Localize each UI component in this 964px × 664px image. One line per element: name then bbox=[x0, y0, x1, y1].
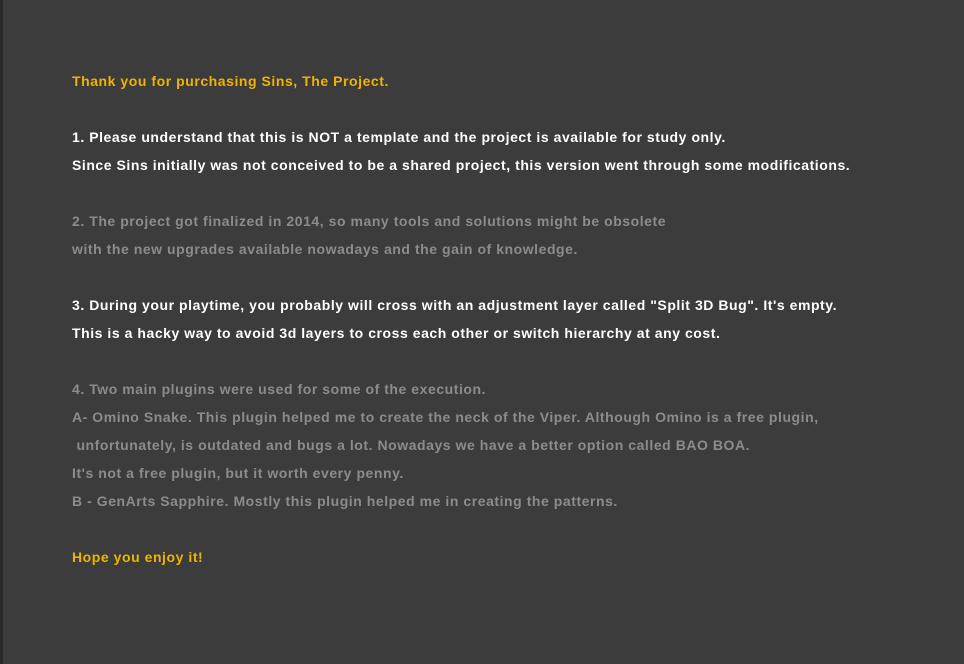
item-3-line-2: This is a hacky way to avoid 3d layers to cross each other or switch hierarchy at any cost. bbox=[72, 325, 721, 341]
item-2-text bbox=[72, 207, 952, 263]
item-1-line-1: 1. Please understand that this is NOT a template and the project is available for study only. bbox=[72, 129, 726, 145]
item-2-line-1: 2. The project got finalized in 2014, so many tools and solutions might be obsolete bbox=[72, 213, 667, 229]
item-1-line-2: Since Sins initially was not conceived to be a shared project, this version went through some modifications. bbox=[72, 157, 851, 173]
closing-text bbox=[72, 543, 952, 571]
readme-text bbox=[72, 67, 952, 599]
item-4-line-4: It's not a free plugin, but it worth every penny. bbox=[72, 465, 404, 481]
item-2-line-2: with the new upgrades available nowadays and the gain of knowledge. bbox=[72, 241, 578, 257]
item-4-line-2: A- Omino Snake. This plugin helped me to create the neck of the Viper. Although Omino is a free plugin, bbox=[72, 409, 819, 425]
greeting-text bbox=[72, 67, 952, 95]
readme-panel bbox=[3, 0, 964, 664]
greeting-line: Thank you for purchasing Sins, The Project. bbox=[72, 73, 389, 89]
item-4-line-1: 4. Two main plugins were used for some of the execution. bbox=[72, 381, 487, 397]
item-4-text bbox=[72, 375, 952, 515]
item-4-line-3: unfortunately, is outdated and bugs a lot. Nowadays we have a better option called BAO BOA. bbox=[72, 437, 751, 453]
closing-line: Hope you enjoy it! bbox=[72, 549, 204, 565]
item-1-text bbox=[72, 123, 952, 179]
item-4-line-5: B - GenArts Sapphire. Mostly this plugin helped me in creating the patterns. bbox=[72, 493, 618, 509]
item-3-text bbox=[72, 291, 952, 347]
item-3-line-1: 3. During your playtime, you probably will cross with an adjustment layer called "Split 3D Bug". It's empty. bbox=[72, 297, 838, 313]
